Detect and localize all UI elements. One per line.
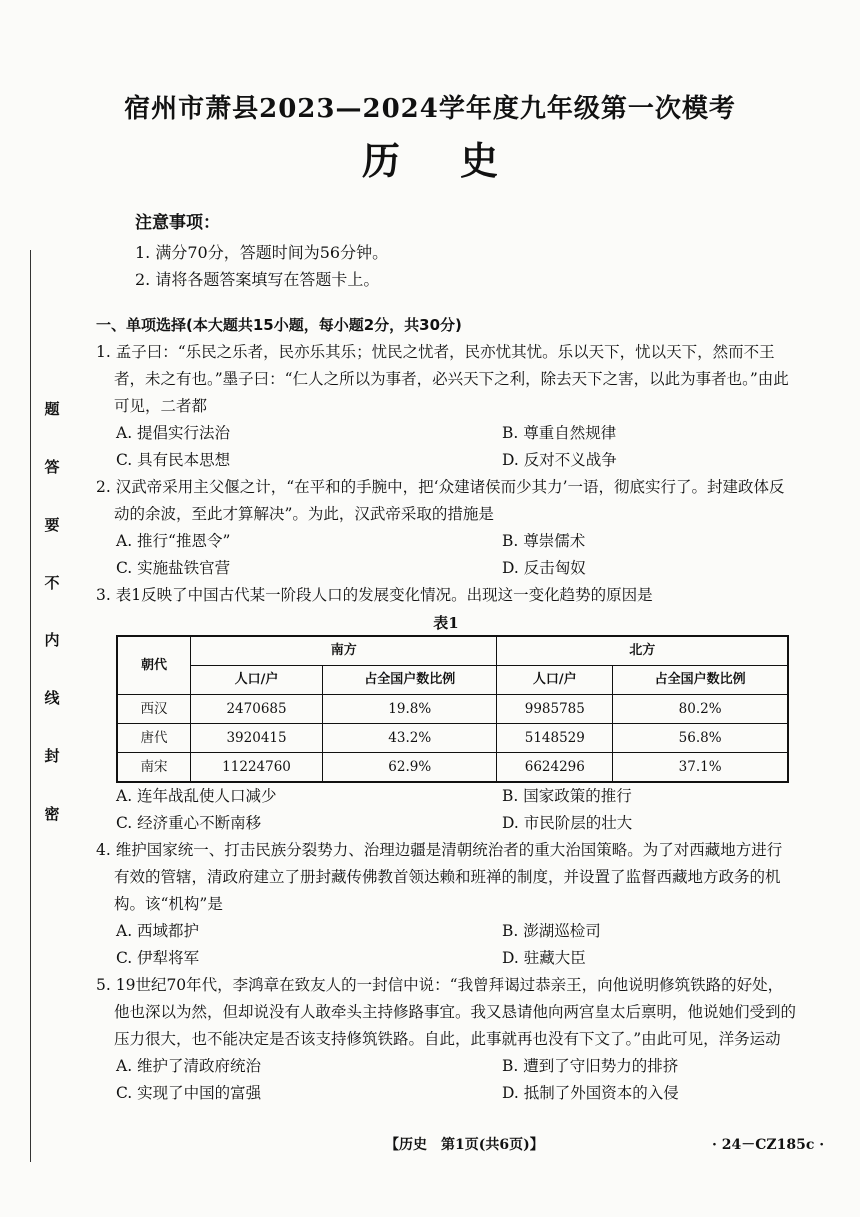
subject-title: 历史 — [361, 138, 558, 183]
option-d[interactable]: D. 反对不义战争 — [502, 451, 617, 469]
cell-south-households: 2470685 — [191, 695, 323, 724]
options — [96, 420, 796, 474]
cell-north-ratio: 56.8% — [613, 724, 788, 753]
option-a[interactable]: A. 西域都护 — [116, 922, 200, 940]
question-stem: 1. 孟子曰：“乐民之乐者，民亦乐其乐；忧民之忧者，民亦忧其忧。乐以天下，忧以天下，然而不王者，未之有也。”墨子曰：“仁人之所以为事者，必兴天下之利，除去天下之害，以此为事者也。”由此可见，二者都 — [96, 343, 789, 415]
population-table — [116, 635, 789, 783]
cell-south-ratio: 62.9% — [323, 753, 497, 783]
option-d[interactable]: D. 抵制了外国资本的入侵 — [502, 1084, 679, 1102]
page-footer: 【历史 第1页(共6页)】 — [385, 1137, 544, 1153]
table-row — [117, 695, 788, 724]
section-title: 一、单项选择(本大题共15小题，每小题2分，共30分) — [96, 316, 462, 334]
options — [96, 528, 796, 582]
cell-dynasty: 西汉 — [117, 695, 191, 724]
options — [96, 918, 796, 972]
seal-line-text — [42, 402, 62, 822]
header-north-ratio: 占全国户数比例 — [613, 666, 788, 695]
option-c[interactable]: C. 实现了中国的富强 — [116, 1084, 262, 1102]
header-north: 北方 — [497, 636, 788, 666]
notice-title: 注意事项： — [135, 213, 220, 233]
notice-item: 2. 请将各题答案填写在答题卡上。 — [135, 270, 380, 289]
option-d[interactable]: D. 反击匈奴 — [502, 559, 586, 577]
questions-area — [96, 312, 796, 1107]
option-b[interactable]: B. 尊重自然规律 — [502, 424, 617, 442]
header-south-ratio: 占全国户数比例 — [323, 666, 497, 695]
cell-south-households: 11224760 — [191, 753, 323, 783]
options — [96, 1053, 796, 1107]
options — [96, 783, 796, 837]
option-a[interactable]: A. 维护了清政府统治 — [116, 1057, 262, 1075]
cell-north-households: 9985785 — [497, 695, 613, 724]
question-3 — [96, 582, 796, 837]
notice-item: 1. 满分70分，答题时间为56分钟。 — [135, 243, 389, 262]
seal-char: 内 — [44, 631, 60, 650]
seal-char: 题 — [44, 400, 60, 418]
table-row — [117, 753, 788, 783]
table-row — [117, 724, 788, 753]
header-north-households: 人口/户 — [497, 666, 613, 695]
option-c[interactable]: C. 具有民本思想 — [116, 451, 231, 469]
question-4 — [96, 837, 796, 972]
cell-north-households: 5148529 — [497, 724, 613, 753]
cell-dynasty: 南宋 — [117, 753, 191, 783]
question-stem: 4. 维护国家统一、打击民族分裂势力、治理边疆是清朝统治者的重大治国策略。为了对西藏地方进行有效的管辖，清政府建立了册封藏传佛教首领达赖和班禅的制度，并设置了监督西藏地方政务的机构。该“机构”是 — [96, 841, 783, 913]
cell-south-households: 3920415 — [191, 724, 323, 753]
option-b[interactable]: B. 尊崇儒术 — [502, 532, 586, 550]
option-c[interactable]: C. 实施盐铁官营 — [116, 559, 231, 577]
header-south-households: 人口/户 — [191, 666, 323, 695]
paper-code: · 24－CZ185c · — [712, 1137, 825, 1153]
table-caption: 表1 — [433, 614, 459, 632]
option-a[interactable]: A. 连年战乱使人口减少 — [116, 787, 277, 805]
header-south: 南方 — [191, 636, 497, 666]
notice-block — [135, 208, 388, 293]
option-d[interactable]: D. 市民阶层的壮大 — [502, 814, 633, 832]
cell-north-households: 6624296 — [497, 753, 613, 783]
option-a[interactable]: A. 提倡实行法治 — [116, 424, 231, 442]
question-2 — [96, 474, 796, 582]
seal-char: 封 — [44, 747, 60, 766]
option-b[interactable]: B. 国家政策的推行 — [502, 787, 632, 805]
cell-north-ratio: 37.1% — [613, 753, 788, 783]
option-c[interactable]: C. 经济重心不断南移 — [116, 814, 262, 832]
seal-char: 线 — [44, 689, 60, 708]
seal-char: 要 — [44, 515, 60, 534]
option-a[interactable]: A. 推行“推恩令” — [116, 532, 231, 550]
question-stem: 5. 19世纪70年代，李鸿章在致友人的一封信中说：“我曾拜谒过恭亲王，向他说明修筑铁路的好处，他也深以为然，但却说没有人敢牵头主持修路事宜。我又恳请他向两宫皇太后禀明，他说她们受到的压力很大，也不能决定是否该支持修筑铁路。自此，此事就再也没有下文了。”由此可见，洋务运动 — [96, 976, 797, 1048]
question-stem: 2. 汉武帝采用主父偃之计，“在平和的手腕中，把‘众建诸侯而少其力’一语，彻底实行了。封建政体反动的余波，至此才算解决”。为此，汉武帝采取的措施是 — [96, 478, 785, 523]
option-b[interactable]: B. 遭到了守旧势力的排挤 — [502, 1057, 679, 1075]
exam-title: 宿州市萧县2023—2024学年度九年级第一次模考 — [124, 94, 736, 124]
cell-south-ratio: 19.8% — [323, 695, 497, 724]
seal-char: 密 — [44, 804, 60, 823]
seal-char: 不 — [44, 573, 60, 592]
option-b[interactable]: B. 澎湖巡检司 — [502, 922, 601, 940]
seal-char: 答 — [44, 457, 60, 476]
option-c[interactable]: C. 伊犁将军 — [116, 949, 200, 967]
question-5 — [96, 972, 796, 1107]
header-dynasty: 朝代 — [117, 636, 191, 695]
binding-line — [30, 250, 31, 1162]
question-1 — [96, 339, 796, 474]
question-stem: 3. 表1反映了中国古代某一阶段人口的发展变化情况。出现这一变化趋势的原因是 — [96, 586, 653, 604]
cell-south-ratio: 43.2% — [323, 724, 497, 753]
option-d[interactable]: D. 驻藏大臣 — [502, 949, 586, 967]
cell-dynasty: 唐代 — [117, 724, 191, 753]
cell-north-ratio: 80.2% — [613, 695, 788, 724]
